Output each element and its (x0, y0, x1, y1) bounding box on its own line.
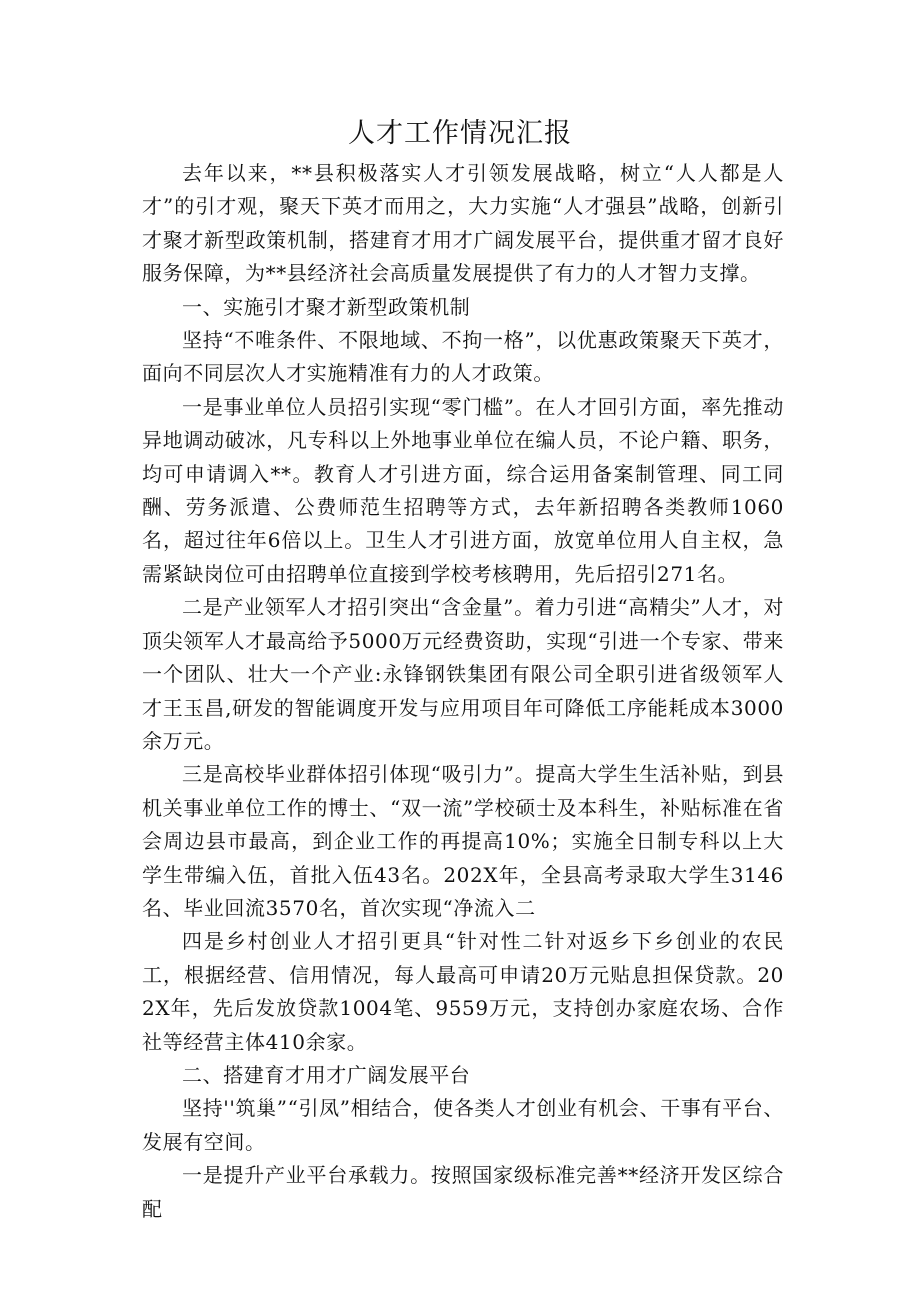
document-body (142, 157, 784, 1226)
paragraph-item-2: 二是产业领军人才招引突出“含金量”。着力引进“高精尖”人才，对顶尖领军人才最高给予5000万元经费资助，实现“引进一个专家、带来一个团队、壮大一个产业:永锋钢铁集团有限公司全职引进省级领军人才王玉昌,研发的智能调度开发与应用项目年可降低工序能耗成本3000余万元。 (142, 595, 784, 753)
section-heading-1: 一、实施引才聚才新型政策机制 (182, 294, 471, 319)
paragraph-item-4: 四是乡村创业人才招引更具“针对性二针对返乡下乡创业的农民工，根据经营、信用情况，每人最高可申请20万元贴息担保贷款。202X年，先后发放贷款1004笔、9559万元，支持创办家庭农场、合作社等经营主体410余家。 (142, 929, 784, 1054)
paragraph-section-1-summary: 坚持“不唯条件、不限地域、不拘一格”，以优惠政策聚天下英才，面向不同层次人才实施精准有力的人才政策。 (142, 328, 784, 386)
paragraph-intro: 去年以来，**县积极落实人才引领发展战略，树立“人人都是人才”的引才观，聚天下英才而用之，大力实施“人才强县”战略，创新引才聚才新型政策机制，搭建育才用才广阔发展平台，提供重才留才良好服务保障，为**县经济社会高质量发展提供了有力的人才智力支撑。 (142, 161, 784, 286)
section-heading-2: 二、搭建育才用才广阔发展平台 (182, 1062, 471, 1087)
paragraph-section-2-summary: 坚持''筑巢”“引凤”相结合，使各类人才创业有机会、干事有平台、发展有空间。 (142, 1096, 784, 1154)
paragraph-item-3: 三是高校毕业群体招引体现“吸引力”。提高大学生生活补贴，到县机关事业单位工作的博士、“双一流”学校硕士及本科生，补贴标准在省会周边县市最高，到企业工作的再提高10%；实施全日制专科以上大学生带编入伍，首批入伍43名。202X年，全县高考录取大学生3146名、毕业回流3570名，首次实现“净流入二 (142, 762, 784, 920)
paragraph-item-1: 一是事业单位人员招引实现“零门槛”。在人才回引方面，率先推动异地调动破冰，凡专科以上外地事业单位在编人员，不论户籍、职务，均可申请调入**。教育人才引进方面，综合运用备案制管理、同工同酬、劳务派遣、公费师范生招聘等方式，去年新招聘各类教师1060名，超过往年6倍以上。卫生人才引进方面，放宽单位用人自主权，急需紧缺岗位可由招聘单位直接到学校考核聘用，先后招引271名。 (142, 394, 784, 586)
paragraph-section-2-item-1: 一是提升产业平台承载力。按照国家级标准完善**经济开发区综合配 (142, 1163, 784, 1221)
document-title: 人才工作情况汇报 (348, 118, 572, 149)
